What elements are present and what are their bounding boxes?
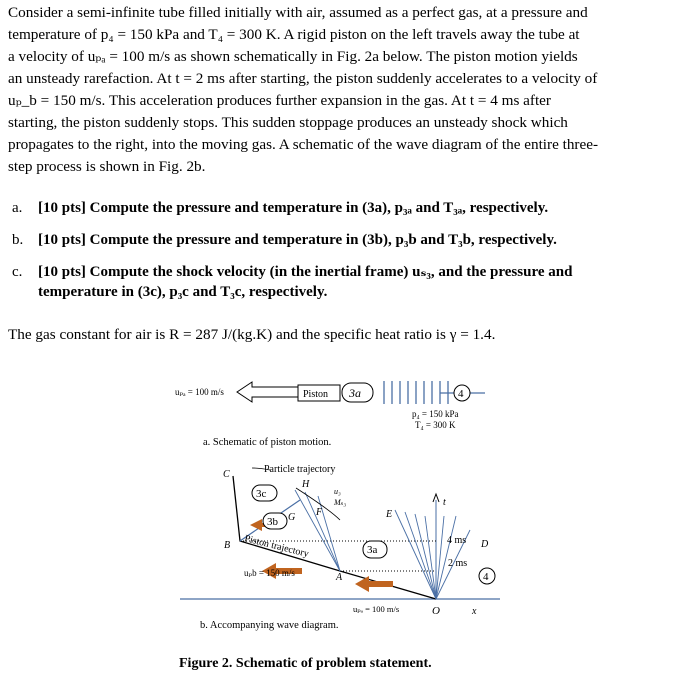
region-3a-label: 3a	[349, 386, 361, 400]
question-a	[12, 197, 548, 219]
origin-O-label: O	[432, 605, 440, 617]
point-H-label: H	[302, 479, 310, 490]
upa-label-b: uₚₐ = 100 m/s	[353, 604, 400, 614]
question-c-continuation: temperature in (3c), p₃c and T₃c, respectively.	[38, 284, 328, 300]
fig-a-caption: a. Schematic of piston motion.	[203, 437, 332, 448]
fig-b-caption: b. Accompanying wave diagram.	[200, 620, 339, 631]
piston-label: Piston	[303, 389, 329, 400]
region-3a-label-b: 3a	[367, 544, 378, 556]
point-G-label: G	[288, 512, 296, 523]
question-b	[12, 229, 557, 251]
figure-2	[0, 360, 691, 684]
expansion-wave-lines	[384, 381, 448, 404]
question-text: [10 pts] Compute the pressure and temperature in (3a), p₃ₐ and T₃ₐ, respectively.	[38, 200, 549, 216]
problem-line: Consider a semi-infinite tube filled initially with air, assumed as a perfect gas, at a pressure and	[8, 4, 588, 21]
u3-label: u₃	[334, 487, 341, 496]
region-4-label-b: 4	[483, 571, 489, 583]
t-axis-label: t	[443, 497, 446, 508]
question-text: [10 pts] Compute the pressure and temperature in (3b), p₃b and T₃b, respectively.	[38, 232, 557, 248]
point-D-label: D	[481, 539, 489, 550]
problem-line: a velocity of uₚₐ = 100 m/s as shown schematically in Fig. 2a below. The piston motion yields	[8, 48, 578, 65]
problem-line: an unsteady rarefaction. At t = 2 ms after starting, the piston suddenly accelerates to a velocity of	[8, 70, 598, 87]
region-4-label: 4	[458, 388, 464, 400]
problem-line: step process is shown in Fig. 2b.	[8, 158, 206, 175]
particle-trajectory-label: Particle trajectory	[264, 464, 336, 475]
problem-line: uₚ_b = 150 m/s. This acceleration produces further expansion in the gas. At t = 4 ms after	[8, 92, 551, 109]
p4-label: p₄ = 150 kPa	[412, 409, 459, 419]
t4-label: T₄ = 300 K	[415, 420, 456, 430]
question-label: b.	[12, 232, 24, 248]
problem-line: starting, the piston suddenly stops. This sudden stoppage produces an unsteady shock which	[8, 114, 568, 131]
fig-a-upa-label: uₚₐ = 100 m/s	[175, 387, 224, 397]
x-axis-label: x	[472, 606, 477, 617]
upb-label: uₚb = 150 m/s	[244, 568, 295, 578]
point-A-label: A	[336, 572, 343, 583]
point-F-label: F	[316, 507, 323, 518]
ms3-label: Mₛ₃	[334, 498, 347, 507]
figure-title: Figure 2. Schematic of problem statement.	[179, 656, 432, 671]
problem-statement	[8, 2, 684, 178]
t2ms-label: 2 ms	[448, 558, 468, 569]
piston-direction-arrow	[237, 382, 298, 402]
t4ms-label: 4 ms	[447, 535, 467, 546]
question-c	[12, 261, 572, 283]
region-3c-label: 3c	[256, 488, 267, 500]
question-label: a.	[12, 200, 23, 216]
region-3b-label: 3b	[267, 516, 278, 528]
gas-constant-statement: The gas constant for air is R = 287 J/(kg.K) and the specific heat ratio is γ = 1.4.	[8, 326, 496, 343]
point-C-label: C	[223, 469, 230, 480]
question-label: c.	[12, 264, 23, 280]
problem-line: temperature of p₄ = 150 kPa and T₄ = 300 K. A rigid piston on the left travels away the tube at	[8, 26, 580, 43]
problem-line: propagates to the right, into the moving gas. A schematic of the wave diagram of the entire three-	[8, 136, 599, 153]
upa-arrow-icon	[355, 576, 393, 592]
point-E-label: E	[386, 509, 393, 520]
piston-trajectory-label: Piston trajectory	[243, 533, 310, 560]
question-text: [10 pts] Compute the shock velocity (in the inertial frame) uₛ₃, and the pressure and	[38, 264, 573, 280]
point-B-label: B	[224, 540, 231, 551]
